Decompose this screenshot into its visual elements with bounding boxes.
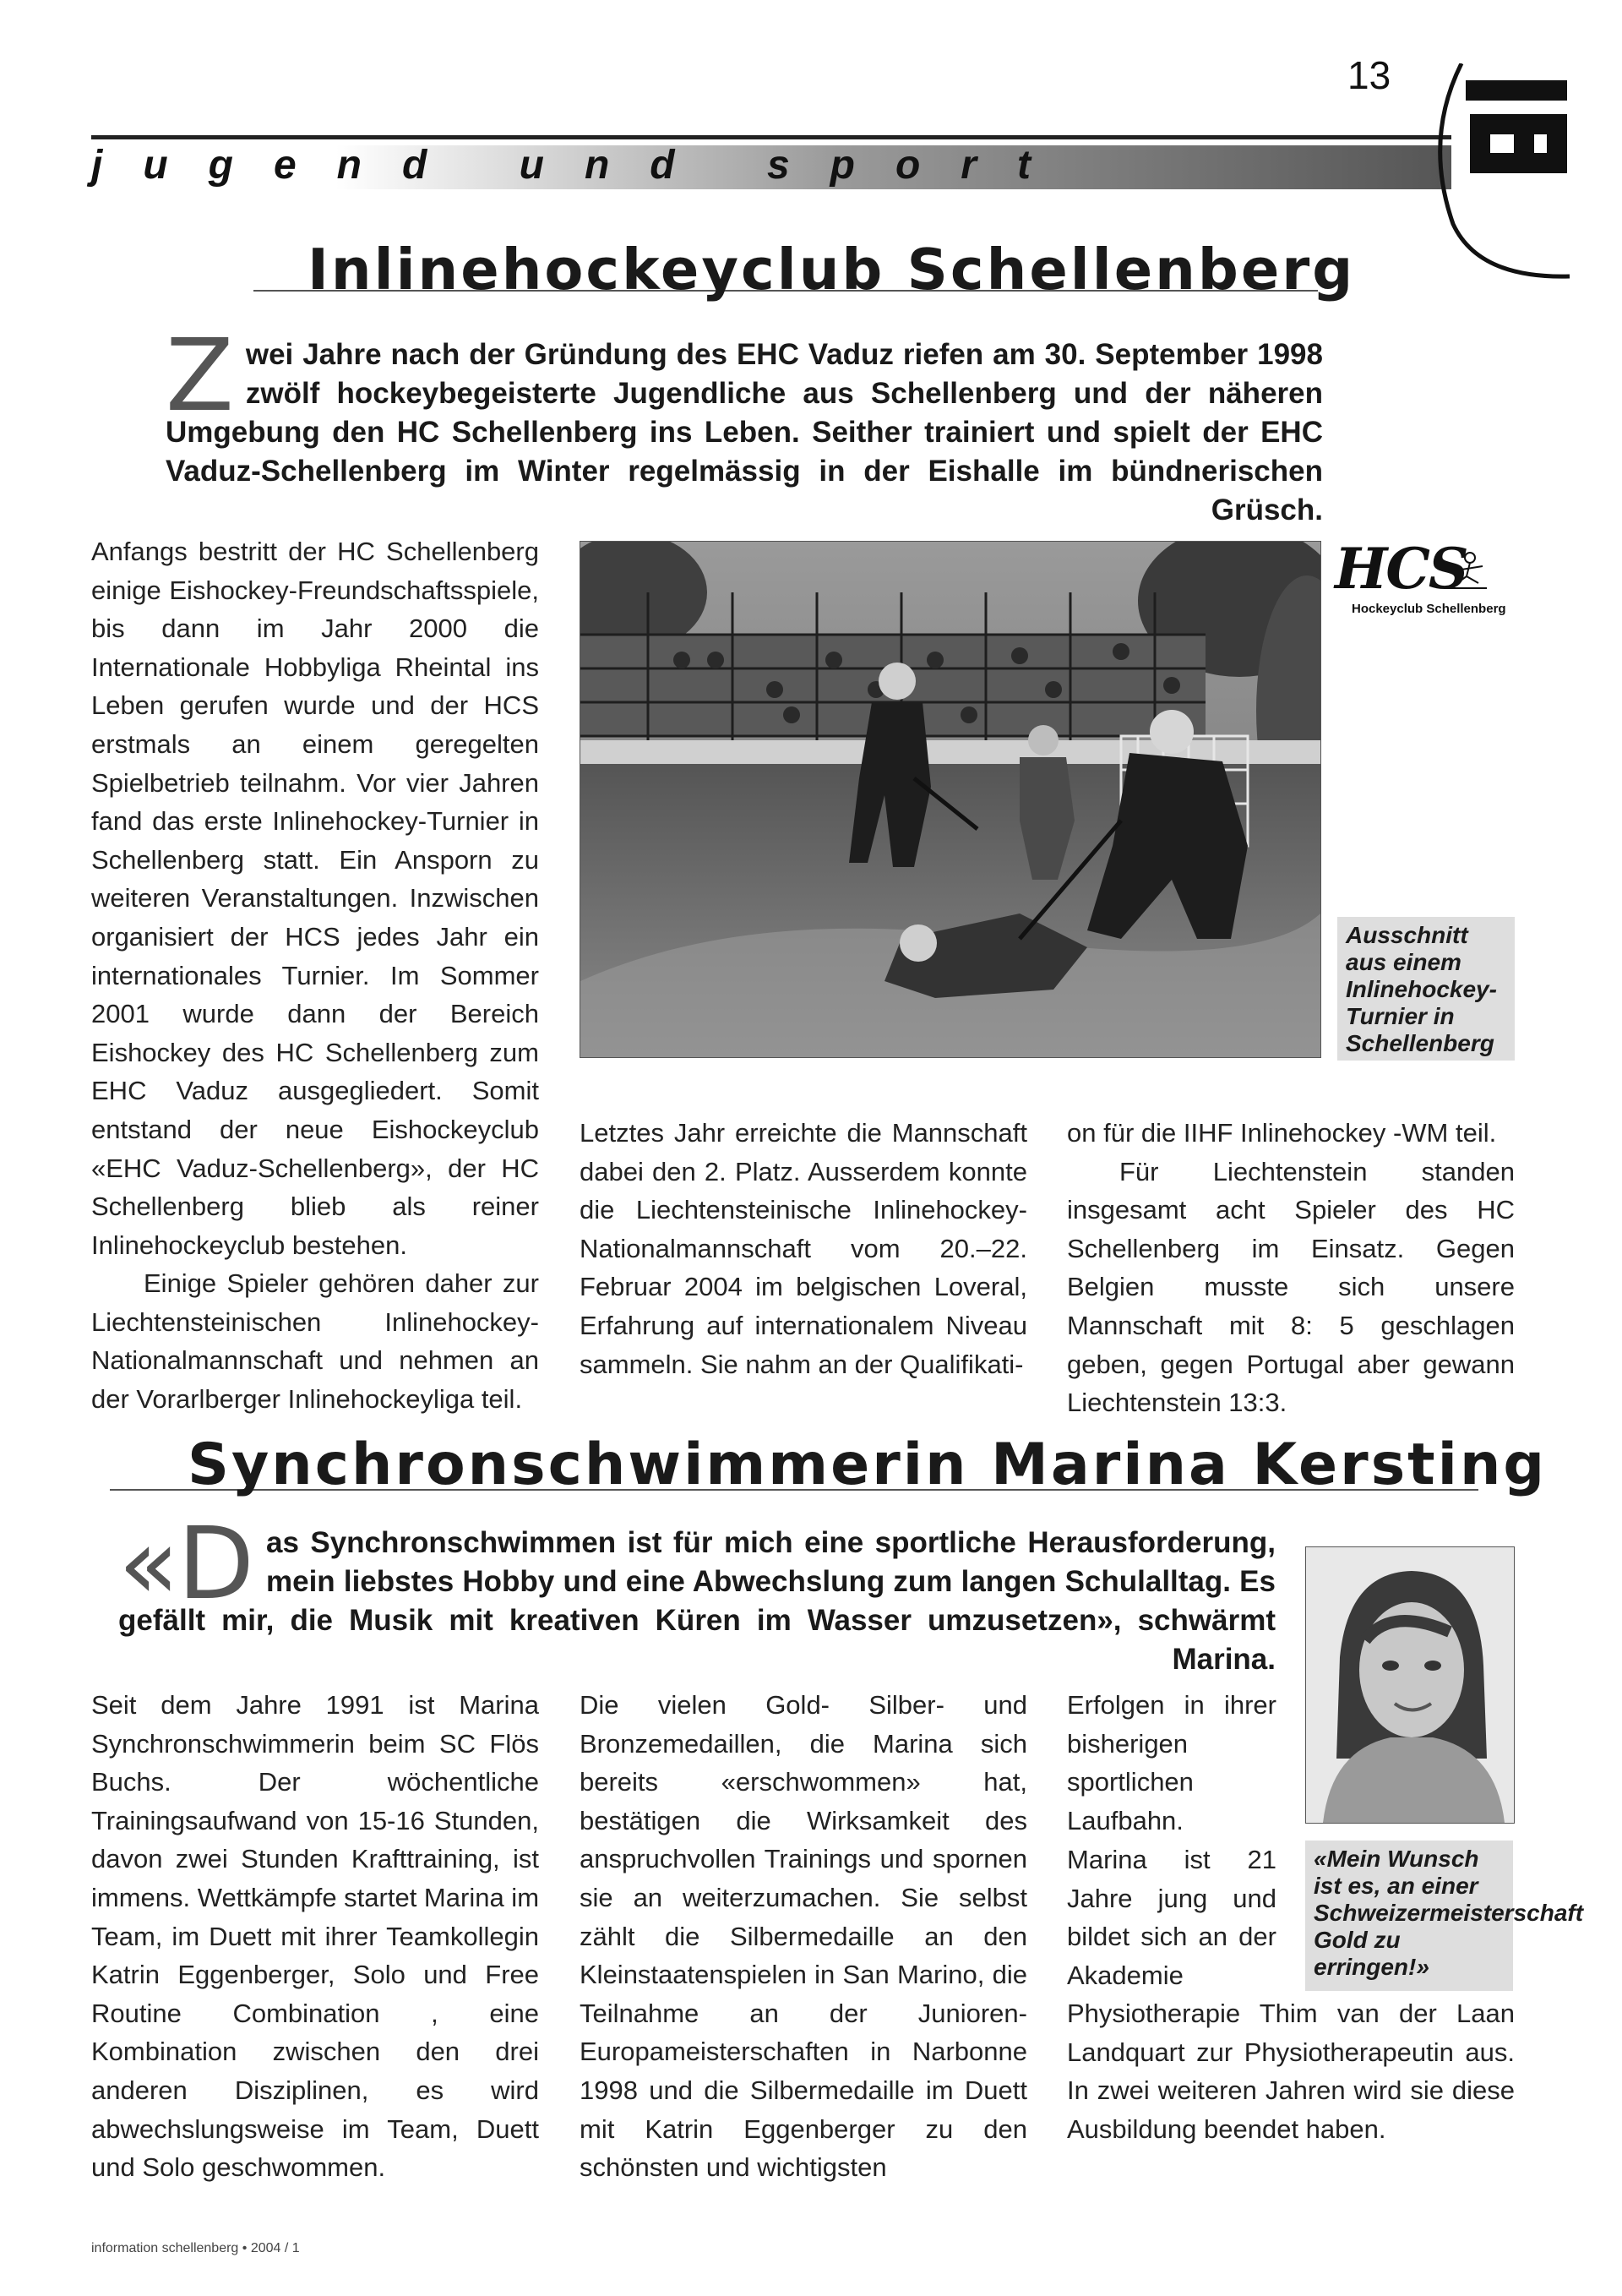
article2-column-2	[580, 1686, 1027, 2187]
paragraph: Für Liechtenstein standen insgesamt acht Spieler des HC Schellenberg im Einsatz. Gegen Belgien musste sich unsere Mannschaft mit 8: 5 geschlagen geben, gegen Portugal aber gewann Liechtenstein 13:3.	[1067, 1156, 1515, 1418]
paragraph: Marina ist 21 Jahre jung und bildet sich an der Akademie	[1067, 1845, 1276, 1990]
hcs-club-subline: Hockeyclub Schellenberg	[1352, 602, 1506, 616]
paragraph: Einige Spieler gehören daher zur Liechtensteinischen Inlinehockey-Nationalmannschaft und nehmen an der Vorarlberger Inlinehockeyliga teil.	[91, 1268, 539, 1415]
article2-column-3a	[1067, 1686, 1276, 1840]
section-label: jugend und sport	[91, 143, 1071, 188]
skater-logo-icon	[1436, 551, 1495, 593]
paragraph: Erfolgen in ihrer bisherigen sportlichen Laufbahn.	[1067, 1690, 1276, 1835]
article1-column-3	[1067, 1114, 1515, 1422]
dropcap: Z	[166, 317, 234, 434]
paragraph: Physiotherapie Thim van der Laan Landquart zur Physiotherapeutin aus. In zwei weiteren Jahren wird sie diese Ausbildung beendet haben.	[1067, 1999, 1515, 2144]
lead-text: wei Jahre nach der Gründung des EHC Vaduz riefen am 30. September 1998 zwölf hockeybegeisterte Jugendliche aus Schellenberg und der näheren Umgebung den HC Schellenberg ins Leben. Seither trainiert und spielt der EHC Vaduz-Schellenberg im Winter regelmässig in der Eishalle im bündnerischen Grüsch.	[166, 338, 1323, 526]
article1-column-1	[91, 532, 539, 1419]
article2-column-1	[91, 1686, 539, 2187]
hockey-game-image	[580, 542, 1320, 1057]
article1-lead	[166, 317, 1323, 530]
hcs-club-logo: HCS	[1335, 536, 1467, 602]
paragraph: Die vielen Gold- Silber- und Bronzemedaillen, die Marina sich bereits «erschwommen» hat, bestätigen die Wirksamkeit des anspruchvollen Trainings und spornen sie an weiterzumachen. Sie selbst zählt die Silbermedaille an den Kleinstaatenspielen in San Marino, die Teilnahme an der Junioren-Europameisterschaften in Narbonne 1998 und die Silbermedaille im Duett mit Katrin Eggenberger zu den schönsten und wichtigsten	[580, 1690, 1027, 2183]
article1-headline: Inlinehockeyclub Schellenberg	[308, 237, 1356, 303]
paragraph: on für die IIHF Inlinehockey -WM teil.	[1067, 1118, 1497, 1148]
magazine-logo-icon	[1419, 63, 1588, 292]
article2-lead	[118, 1505, 1276, 1679]
paragraph: Letztes Jahr erreichte die Mannschaft dabei den 2. Platz. Ausserdem konnte die Liechtensteinische Inlinehockey-Nationalmannschaft vom 20.–22. Februar 2004 im belgischen Loveral, Erfahrung auf internationalem Niveau sammeln. Sie nahm an der Qualifikati-	[580, 1118, 1027, 1379]
portrait-image	[1306, 1547, 1514, 1823]
quote-caption: «Mein Wunsch ist es, an einer Schweizermeisterschaft Gold zu erringen!»	[1305, 1841, 1513, 1991]
article1-column-2	[580, 1114, 1027, 1383]
footer: information schellenberg • 2004 / 1	[91, 2241, 300, 2255]
dropcap: «D	[118, 1505, 254, 1622]
lead-text: as Synchronschwimmen ist für mich eine sportliche Herausforderung, mein liebstes Hobby und eine Abwechslung zum langen Schulalltag. Es gefällt mir, die Musik mit kreativen Küren im Wasser umzusetzen», schwärmt Marina.	[118, 1526, 1276, 1676]
portrait-photo	[1305, 1546, 1515, 1824]
paragraph: Anfangs bestritt der HC Schellenberg einige Eishockey-Freundschaftsspiele, bis dann im Jahr 2000 die Internationale Hobbyliga Rheintal ins Leben gerufen wurde und der HCS erstmals an einem geregelten Spielbetrieb teilnahm. Vor vier Jahren fand das erste Inlinehockey-Turnier in Schellenberg statt. Ein Ansporn zu weiteren Veranstaltungen. Inzwischen organisiert der HCS jedes Jahr ein internationales Turnier. Im Sommer 2001 wurde dann der Bereich Eishockey des HC Schellenberg zum EHC Vaduz ausgegliedert. Somit entstand der neue Eishockeyclub «EHC Vaduz-Schellenberg», der HC Schellenberg blieb als reiner Inlinehockeyclub bestehen.	[91, 537, 539, 1260]
article2-headline: Synchronschwimmerin Marina Kersting	[188, 1432, 1548, 1498]
page-number: 13	[1347, 53, 1391, 97]
article2-column-3b	[1067, 1841, 1276, 1994]
article2-column-3c	[1067, 1994, 1515, 2148]
photo-caption: Ausschnitt aus einem Inlinehockey-Turnier in Schellenberg	[1337, 917, 1515, 1061]
paragraph: Seit dem Jahre 1991 ist Marina Synchronschwimmerin beim SC Flös Buchs. Der wöchentliche Trainingsaufwand von 15-16 Stunden, davon zwei Stunden Krafttraining, ist immens. Wettkämpfe startet Marina im Team, im Duett mit ihrer Teamkollegin Katrin Eggenberger, Solo und Free Routine Combination , eine Kombination zwischen den drei anderen Disziplinen, es wird abwechslungsweise im Team, Duett und Solo geschwommen.	[91, 1690, 540, 2183]
hockey-photo	[580, 541, 1321, 1058]
